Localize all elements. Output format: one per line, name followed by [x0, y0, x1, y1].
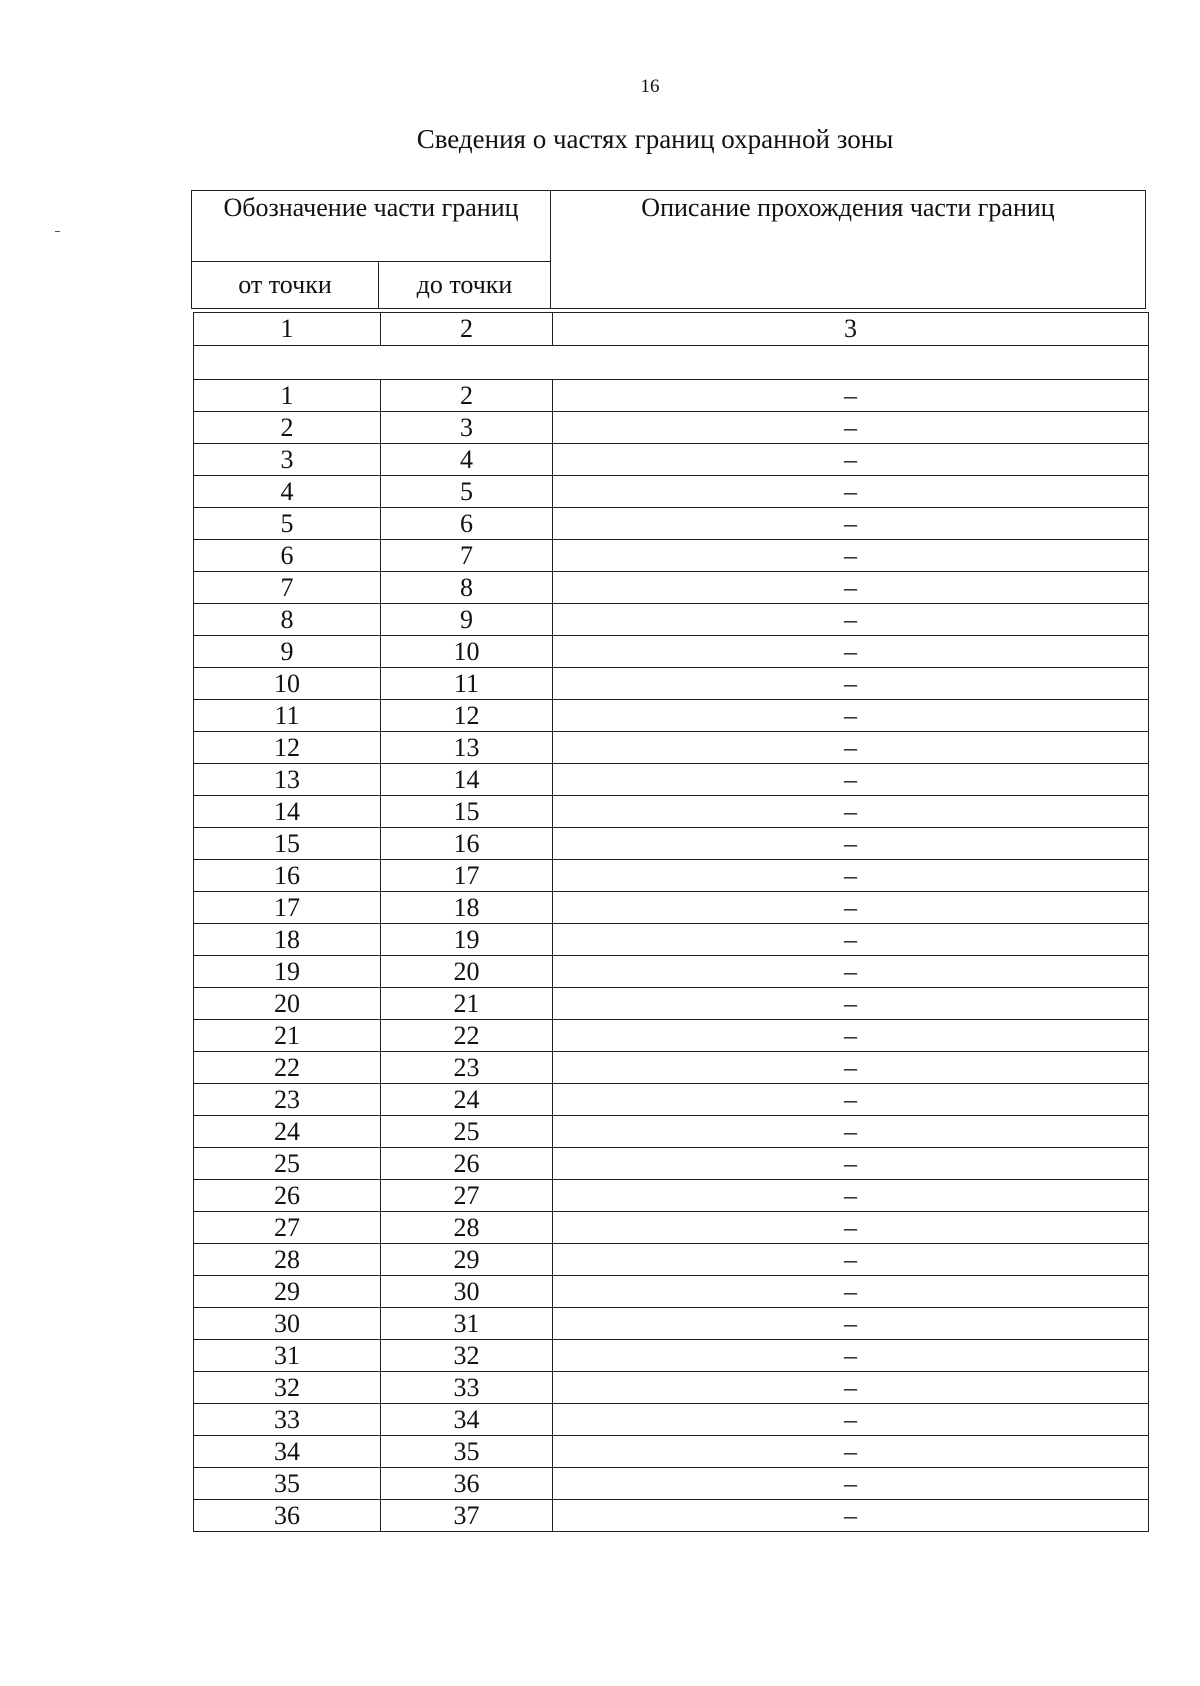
table-row: [194, 1500, 1149, 1532]
to-point-cell: 30: [381, 1276, 553, 1308]
description-cell: –: [553, 1020, 1149, 1052]
table-row: [194, 668, 1149, 700]
from-point-cell: 33: [194, 1404, 381, 1436]
to-point-cell: 19: [381, 924, 553, 956]
table-row: [194, 1084, 1149, 1116]
to-point-cell: 37: [381, 1500, 553, 1532]
header-boundary-part-description: Описание прохождения части границ: [551, 191, 1146, 309]
table-row: [194, 732, 1149, 764]
from-point-cell: 4: [194, 476, 381, 508]
from-point-cell: 11: [194, 700, 381, 732]
from-point-cell: 14: [194, 796, 381, 828]
column-number-cell: 2: [381, 313, 553, 346]
description-cell: –: [553, 1244, 1149, 1276]
to-point-cell: 14: [381, 764, 553, 796]
description-cell: –: [553, 1436, 1149, 1468]
table-row: [194, 572, 1149, 604]
from-point-cell: 16: [194, 860, 381, 892]
from-point-cell: 21: [194, 1020, 381, 1052]
from-point-cell: 12: [194, 732, 381, 764]
to-point-cell: 13: [381, 732, 553, 764]
description-cell: –: [553, 700, 1149, 732]
description-cell: –: [553, 860, 1149, 892]
to-point-cell: 6: [381, 508, 553, 540]
description-cell: –: [553, 1084, 1149, 1116]
table-row: [194, 1116, 1149, 1148]
table-row: [194, 860, 1149, 892]
to-point-cell: 10: [381, 636, 553, 668]
from-point-cell: 9: [194, 636, 381, 668]
from-point-cell: 5: [194, 508, 381, 540]
from-point-cell: 34: [194, 1436, 381, 1468]
column-number-cell: 1: [194, 313, 381, 346]
table-row: [194, 1468, 1149, 1500]
from-point-cell: 7: [194, 572, 381, 604]
from-point-cell: 25: [194, 1148, 381, 1180]
page-title: Сведения о частях границ охранной зоны: [416, 124, 894, 154]
table-row: [194, 1052, 1149, 1084]
header-boundary-part-designation: Обозначение части границ: [192, 191, 551, 262]
to-point-cell: 26: [381, 1148, 553, 1180]
description-cell: –: [553, 380, 1149, 412]
to-point-cell: 32: [381, 1340, 553, 1372]
to-point-cell: 34: [381, 1404, 553, 1436]
to-point-cell: 2: [381, 380, 553, 412]
from-point-cell: 31: [194, 1340, 381, 1372]
to-point-cell: 31: [381, 1308, 553, 1340]
description-cell: –: [553, 444, 1149, 476]
table-row: [194, 796, 1149, 828]
table-row: [194, 412, 1149, 444]
from-point-cell: 35: [194, 1468, 381, 1500]
to-point-cell: 21: [381, 988, 553, 1020]
description-cell: –: [553, 508, 1149, 540]
table-row: [194, 764, 1149, 796]
to-point-cell: 17: [381, 860, 553, 892]
to-point-cell: 27: [381, 1180, 553, 1212]
header-to-point: до точки: [379, 262, 551, 309]
from-point-cell: 19: [194, 956, 381, 988]
page-number: 16: [640, 76, 660, 97]
from-point-cell: 10: [194, 668, 381, 700]
from-point-cell: 18: [194, 924, 381, 956]
from-point-cell: 30: [194, 1308, 381, 1340]
table-row: [194, 1372, 1149, 1404]
description-cell: –: [553, 1148, 1149, 1180]
to-point-cell: 24: [381, 1084, 553, 1116]
table-row: [194, 508, 1149, 540]
description-cell: –: [553, 796, 1149, 828]
header-from-point: от точки: [192, 262, 379, 309]
table-row: [194, 1020, 1149, 1052]
to-point-cell: 20: [381, 956, 553, 988]
description-cell: –: [553, 540, 1149, 572]
description-cell: –: [553, 892, 1149, 924]
description-cell: –: [553, 1052, 1149, 1084]
table-row: [194, 604, 1149, 636]
table-row: [194, 700, 1149, 732]
description-cell: –: [553, 732, 1149, 764]
description-cell: –: [553, 604, 1149, 636]
boundary-table-header: [191, 190, 1146, 309]
column-number-cell: 3: [553, 313, 1149, 346]
boundary-table-body: [193, 312, 1149, 1532]
stray-scan-mark: [55, 231, 60, 232]
from-point-cell: 15: [194, 828, 381, 860]
to-point-cell: 28: [381, 1212, 553, 1244]
table-row: [194, 1212, 1149, 1244]
to-point-cell: 15: [381, 796, 553, 828]
table-row: [194, 924, 1149, 956]
table-row: [194, 1436, 1149, 1468]
description-cell: –: [553, 1212, 1149, 1244]
description-cell: –: [553, 412, 1149, 444]
table-row: [194, 1148, 1149, 1180]
to-point-cell: 25: [381, 1116, 553, 1148]
from-point-cell: 29: [194, 1276, 381, 1308]
from-point-cell: 8: [194, 604, 381, 636]
to-point-cell: 5: [381, 476, 553, 508]
to-point-cell: 23: [381, 1052, 553, 1084]
table-row: [194, 636, 1149, 668]
description-cell: –: [553, 668, 1149, 700]
description-cell: –: [553, 1276, 1149, 1308]
table-row: [194, 988, 1149, 1020]
description-cell: –: [553, 956, 1149, 988]
description-cell: –: [553, 572, 1149, 604]
to-point-cell: 9: [381, 604, 553, 636]
from-point-cell: 6: [194, 540, 381, 572]
from-point-cell: 20: [194, 988, 381, 1020]
table-row: [194, 380, 1149, 412]
to-point-cell: 16: [381, 828, 553, 860]
description-cell: –: [553, 828, 1149, 860]
description-cell: –: [553, 988, 1149, 1020]
description-cell: –: [553, 1372, 1149, 1404]
to-point-cell: 22: [381, 1020, 553, 1052]
table-row: [194, 476, 1149, 508]
to-point-cell: 36: [381, 1468, 553, 1500]
from-point-cell: 22: [194, 1052, 381, 1084]
table-row: [194, 956, 1149, 988]
from-point-cell: 17: [194, 892, 381, 924]
table-row: [194, 1276, 1149, 1308]
description-cell: –: [553, 764, 1149, 796]
table-row: [194, 540, 1149, 572]
to-point-cell: 33: [381, 1372, 553, 1404]
table-row: [194, 444, 1149, 476]
table-row: [194, 1180, 1149, 1212]
description-cell: –: [553, 1468, 1149, 1500]
to-point-cell: 7: [381, 540, 553, 572]
from-point-cell: 32: [194, 1372, 381, 1404]
to-point-cell: 18: [381, 892, 553, 924]
to-point-cell: 12: [381, 700, 553, 732]
from-point-cell: 26: [194, 1180, 381, 1212]
description-cell: –: [553, 476, 1149, 508]
to-point-cell: 4: [381, 444, 553, 476]
to-point-cell: 35: [381, 1436, 553, 1468]
description-cell: –: [553, 1500, 1149, 1532]
from-point-cell: 27: [194, 1212, 381, 1244]
from-point-cell: 24: [194, 1116, 381, 1148]
column-number-row: [194, 313, 1149, 346]
description-cell: –: [553, 1180, 1149, 1212]
from-point-cell: 28: [194, 1244, 381, 1276]
section-separator-cell: [194, 346, 1149, 380]
description-cell: –: [553, 1308, 1149, 1340]
section-separator-row: [194, 346, 1149, 380]
from-point-cell: 13: [194, 764, 381, 796]
to-point-cell: 29: [381, 1244, 553, 1276]
table-row: [194, 1244, 1149, 1276]
from-point-cell: 2: [194, 412, 381, 444]
table-row: [194, 892, 1149, 924]
description-cell: –: [553, 636, 1149, 668]
description-cell: –: [553, 1116, 1149, 1148]
table-row: [194, 1308, 1149, 1340]
from-point-cell: 36: [194, 1500, 381, 1532]
description-cell: –: [553, 1404, 1149, 1436]
from-point-cell: 3: [194, 444, 381, 476]
from-point-cell: 23: [194, 1084, 381, 1116]
table-row: [194, 1340, 1149, 1372]
description-cell: –: [553, 1340, 1149, 1372]
table-row: [194, 1404, 1149, 1436]
from-point-cell: 1: [194, 380, 381, 412]
to-point-cell: 11: [381, 668, 553, 700]
description-cell: –: [553, 924, 1149, 956]
table-row: [194, 828, 1149, 860]
to-point-cell: 8: [381, 572, 553, 604]
to-point-cell: 3: [381, 412, 553, 444]
